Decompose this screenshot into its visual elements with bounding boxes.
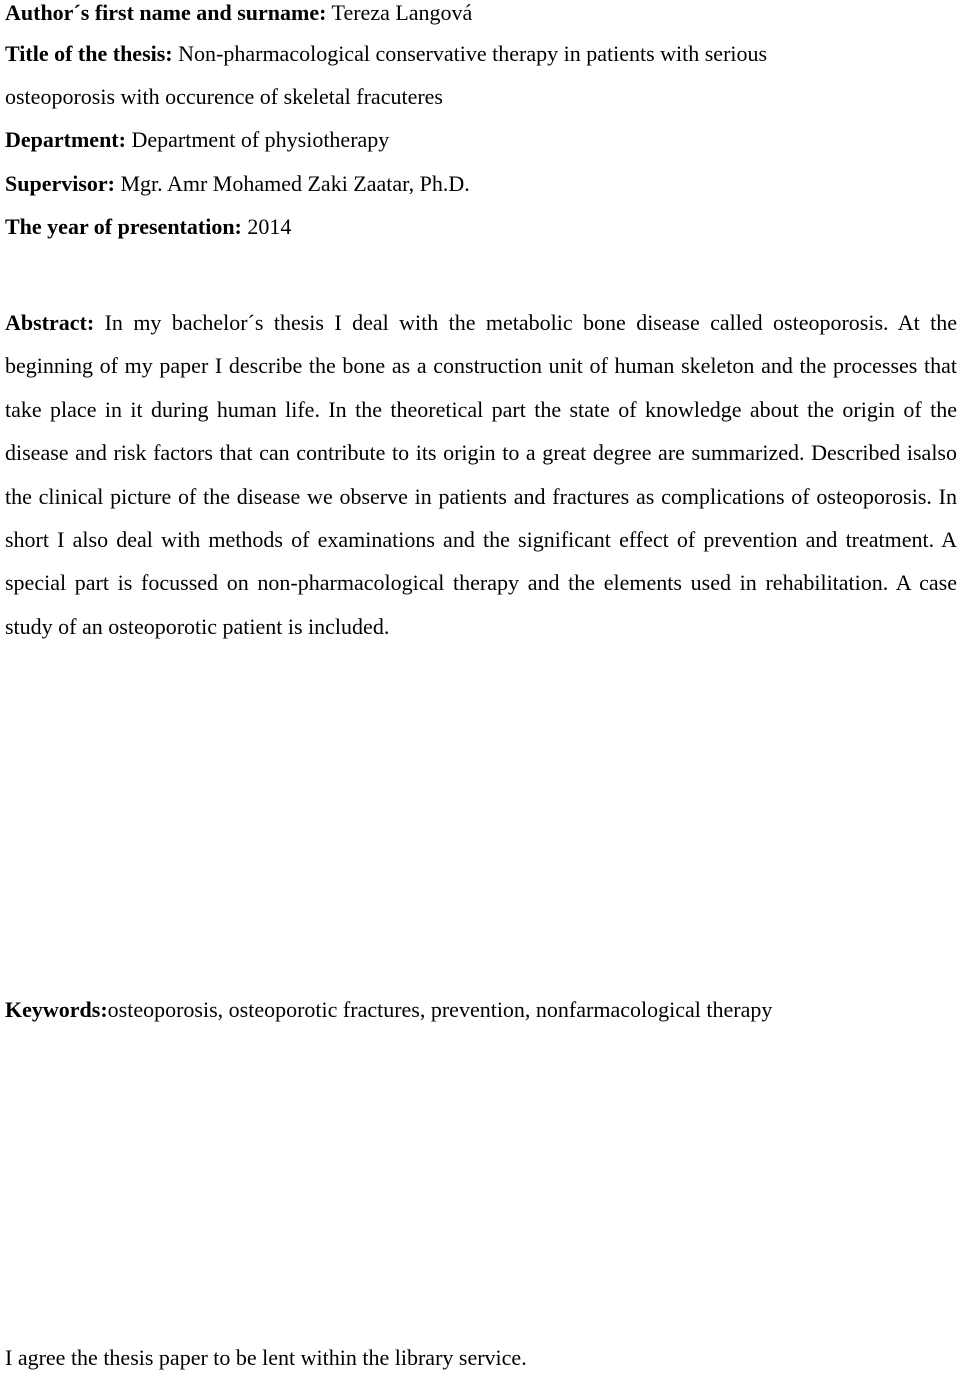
author-line xyxy=(5,0,472,26)
title-continuation: osteoporosis with occurence of skeletal fracuteres xyxy=(5,84,443,109)
author-label: Author´s first name and surname: xyxy=(5,0,327,25)
title-value: Non-pharmacological conservative therapy in patients with serious xyxy=(172,41,768,66)
keywords-label: Keywords: xyxy=(5,997,108,1022)
keywords-line xyxy=(5,997,772,1023)
department-line xyxy=(5,127,389,153)
supervisor-label: Supervisor: xyxy=(5,171,115,196)
year-line xyxy=(5,214,291,240)
title-line xyxy=(5,41,767,67)
department-value: Department of physiotherapy xyxy=(125,127,390,152)
library-agreement: I agree the thesis paper to be lent within the library service. xyxy=(5,1345,527,1370)
year-value: 2014 xyxy=(241,214,292,239)
title-label: Title of the thesis: xyxy=(5,41,173,66)
supervisor-value: Mgr. Amr Mohamed Zaki Zaatar, Ph.D. xyxy=(115,171,470,196)
abstract-text: In my bachelor´s thesis I deal with the metabolic bone disease called osteoporosis. At the beginning of my paper I describe the bone as a construction unit of human skeleton and the processes that take place in it during human life. In the theoretical part the state of knowledge about the origin of the disease and risk factors that can contribute to its origin to a great degree are summarized. Described isalso the clinical picture of the disease we observe in patients and fractures as complications of osteoporosis. In short I also deal with methods of examinations and the significant effect of prevention and treatment. A special part is focussed on non-pharmacological therapy and the elements used in rehabilitation. A case study of an osteoporotic patient is included. xyxy=(5,310,957,639)
year-label: The year of presentation: xyxy=(5,214,242,239)
department-label: Department: xyxy=(5,127,126,152)
abstract-paragraph xyxy=(5,301,957,648)
author-value: Tereza Langová xyxy=(326,0,473,25)
supervisor-line xyxy=(5,171,470,197)
keywords-value: osteoporosis, osteoporotic fractures, prevention, nonfarmacological therapy xyxy=(107,997,773,1022)
abstract-label: Abstract: xyxy=(5,310,95,335)
